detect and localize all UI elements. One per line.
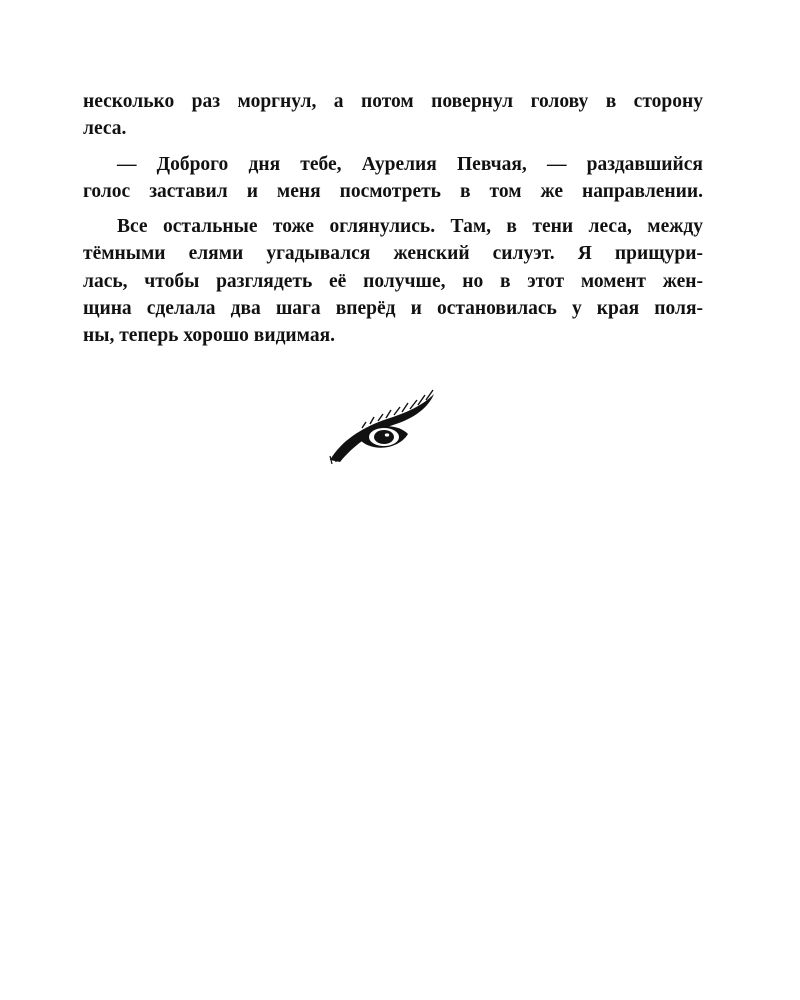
text-line: Все остальные тоже оглянулись. Там, в тени леса, между	[117, 216, 703, 238]
paragraph-1	[83, 88, 703, 143]
body-text	[83, 88, 703, 350]
paragraph-2	[83, 151, 703, 206]
text-line: голос заставил и меня посмотреть в том же направлении.	[83, 180, 703, 202]
text-line: леса.	[83, 118, 127, 140]
text-line: щина сделала два шага вперёд и остановилась у края поля-	[83, 298, 703, 320]
paragraph-3	[83, 213, 703, 349]
text-line: несколько раз моргнул, а потом повернул голову в сторону	[83, 91, 703, 112]
text-line: лась, чтобы разглядеть её получше, но в этот момент жен-	[83, 270, 703, 292]
eye-ornament-icon	[322, 388, 446, 466]
text-line: ны, теперь хорошо видимая.	[83, 325, 335, 347]
text-line: тёмными елями угадывался женский силуэт. Я прищури-	[83, 243, 703, 265]
text-line: — Доброго дня тебе, Аурелия Певчая, — раздавшийся	[117, 153, 703, 175]
